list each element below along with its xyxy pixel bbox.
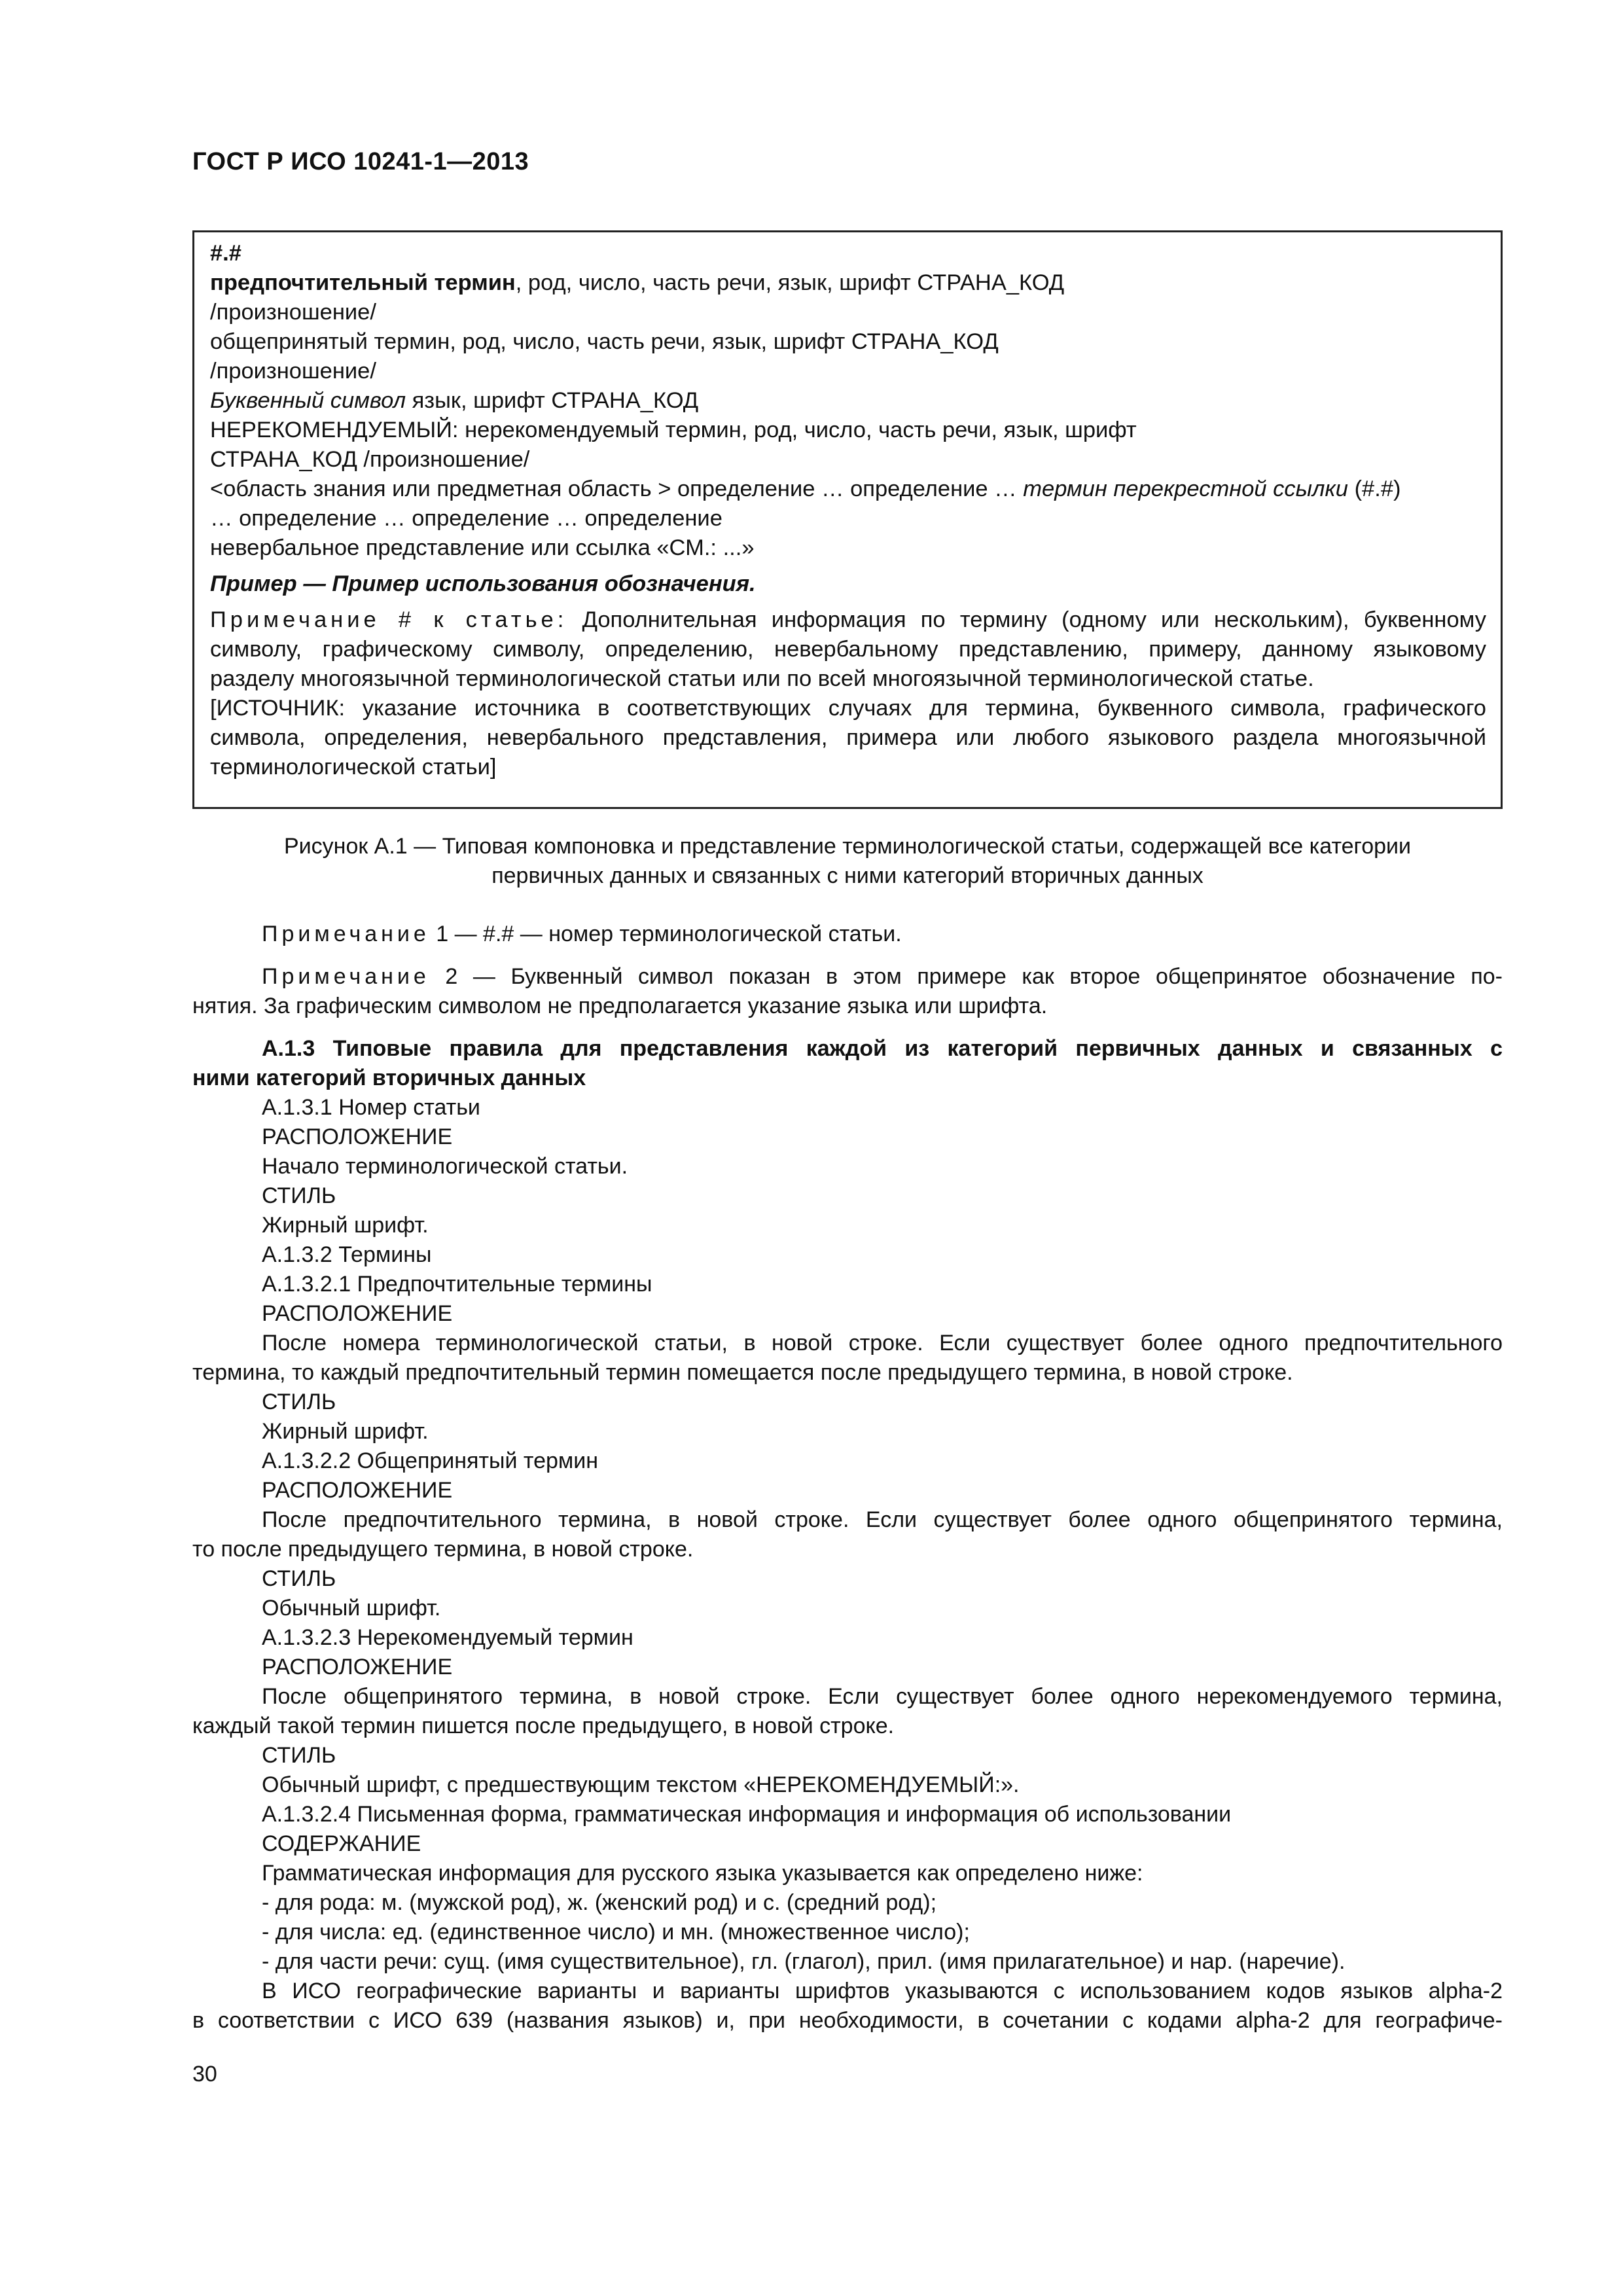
paragraph-line: После номера терминологической статьи, в новой строке. Если существует более одного предпочтительного <box>262 1331 1503 1355</box>
note-2-text: 2 — Буквенный символ показан в этом примере как второе общепринятое обозначение по- <box>429 964 1503 989</box>
text-line: СТИЛЬ <box>262 1566 336 1591</box>
paragraph-line: После предпочтительного термина, в новой строке. Если существует более одного общепринятого термина, <box>262 1507 1503 1532</box>
paragraph-line: После общепринятого термина, в новой строке. Если существует более одного нерекомендуемого термина, <box>262 1684 1503 1709</box>
text-line: А.1.3.2 Термины <box>262 1242 432 1267</box>
paragraph-line: то после предыдущего термина, в новой строке. <box>192 1537 694 1562</box>
symbol-line <box>210 386 1486 416</box>
text-line: СОДЕРЖАНИЕ <box>262 1831 421 1856</box>
definition-line-1 <box>210 475 1486 504</box>
nonverbal-line: невербальное представление или ссылка «СМ.: ...» <box>210 535 755 560</box>
section-heading-line-1: А.1.3 Типовые правила для представления каждой из категорий первичных данных и связанных с <box>262 1036 1503 1061</box>
source-line-3: терминологической статьи] <box>210 755 497 780</box>
text-line: Обычный шрифт. <box>262 1596 441 1621</box>
paragraph-line: каждый такой термин пишется после предыдущего, в новой строке. <box>192 1713 895 1738</box>
text-line: А.1.3.2.2 Общепринятый термин <box>262 1448 599 1473</box>
text-line: Жирный шрифт. <box>262 1419 429 1444</box>
text-line: Жирный шрифт. <box>262 1213 429 1238</box>
body-text <box>192 920 1503 2036</box>
preferred-term: предпочтительный термин <box>210 270 516 295</box>
source-line-1: [ИСТОЧНИК: указание источника в соответствующих случаях для термина, буквенного символа, графического <box>210 696 1486 721</box>
preferred-term-details: , род, число, часть речи, язык, шрифт СТРАНА_КОД <box>515 270 1065 295</box>
symbol-details: язык, шрифт СТРАНА_КОД <box>406 388 699 413</box>
note-2-line-2: нятия. За графическим символом не предполагается указание языка или шрифта. <box>192 994 1048 1018</box>
definition-text: <область знания или предметная область > определение … определение … <box>210 476 1024 501</box>
list-item: - для числа: ед. (единственное число) и мн. (множественное число); <box>262 1920 970 1945</box>
list-item: - для рода: м. (мужской род), ж. (женский род) и с. (средний род); <box>262 1890 937 1915</box>
document-header: ГОСТ Р ИСО 10241-1—2013 <box>192 148 529 175</box>
caption-line-2: первичных данных и связанных с ними категорий вторичных данных <box>491 863 1204 888</box>
definition-line-2: … определение … определение … определение <box>210 506 722 531</box>
paragraph-line: В ИСО географические варианты и варианты шрифтов указываются с использованием кодов языков alpha-2 <box>262 1979 1503 2003</box>
text-line: РАСПОЛОЖЕНИЕ <box>262 1478 453 1503</box>
text-line: РАСПОЛОЖЕНИЕ <box>262 1655 453 1679</box>
text-line: РАСПОЛОЖЕНИЕ <box>262 1124 453 1149</box>
pronunciation-2: /произношение/ <box>210 359 376 384</box>
terminology-entry-box <box>192 230 1503 809</box>
note-text-1: Дополнительная информация по термину (одному или нескольким), буквенному <box>582 607 1486 632</box>
cross-reference-term: термин перекрестной ссылки <box>1023 476 1348 501</box>
text-line: СТИЛЬ <box>262 1183 336 1208</box>
example-line: Пример — Пример использования обозначения. <box>210 571 756 596</box>
note-1 <box>192 920 1503 949</box>
deprecated-line-2: СТРАНА_КОД /произношение/ <box>210 447 530 472</box>
note-line-2: символу, графическому символу, определению, невербальному представлению, примеру, данному языковому <box>210 637 1486 662</box>
section-heading-line-2: ними категорий вторичных данных <box>192 1066 586 1090</box>
admitted-term-line: общепринятый термин, род, число, часть речи, язык, шрифт СТРАНА_КОД <box>210 329 999 354</box>
paragraph-line: в соответствии с ИСО 639 (названия языков) и, при необходимости, в сочетании с кодами alpha-2 для географиче- <box>192 2008 1503 2033</box>
note-line-1 <box>210 605 1486 635</box>
paragraph-line: термина, то каждый предпочтительный термин помещается после предыдущего термина, в новой строке. <box>192 1360 1293 1385</box>
note-1-label: Примечание <box>262 922 430 946</box>
entry-number: #.# <box>210 241 241 266</box>
deprecated-line-1: НЕРЕКОМЕНДУЕМЫЙ: нерекомендуемый термин, род, число, часть речи, язык, шрифт <box>210 418 1137 442</box>
text-line: А.1.3.2.3 Нерекомендуемый термин <box>262 1625 633 1650</box>
list-item: - для части речи: сущ. (имя существительное), гл. (глагол), прил. (имя прилагательное) и нар. (наречие). <box>262 1949 1346 1974</box>
text-line: Грамматическая информация для русского языка указывается как определено ниже: <box>262 1861 1143 1886</box>
symbol-label: Буквенный символ <box>210 388 406 413</box>
note-2-label: Примечание <box>262 964 430 989</box>
cross-reference-number: (#.#) <box>1347 476 1401 501</box>
note-line-3: разделу многоязычной терминологической статьи или по всей многоязычной терминологической статье. <box>210 666 1314 691</box>
text-line: А.1.3.2.1 Предпочтительные термины <box>262 1272 652 1297</box>
text-line: Обычный шрифт, с предшествующим текстом «НЕРЕКОМЕНДУЕМЫЙ:». <box>262 1772 1020 1797</box>
pronunciation-1: /произношение/ <box>210 300 376 325</box>
text-line: Начало терминологической статьи. <box>262 1154 628 1179</box>
text-line: СТИЛЬ <box>262 1390 336 1414</box>
figure-caption <box>192 832 1503 891</box>
source-line-2: символа, определения, невербального представления, примера или любого языкового раздела многоязычной <box>210 725 1486 750</box>
note-2-line-1 <box>192 962 1503 992</box>
text-line: СТИЛЬ <box>262 1743 336 1768</box>
text-line: А.1.3.2.4 Письменная форма, грамматическая информация и информация об использовании <box>262 1802 1232 1827</box>
text-line: РАСПОЛОЖЕНИЕ <box>262 1301 453 1326</box>
preferred-term-line <box>210 268 1486 298</box>
page-number: 30 <box>192 2062 217 2087</box>
note-1-text: 1 — #.# — номер терминологической статьи. <box>429 922 902 946</box>
text-line: А.1.3.1 Номер статьи <box>262 1095 480 1120</box>
caption-line-1: Рисунок А.1 — Типовая компоновка и представление терминологической статьи, содержащей все категории <box>284 834 1411 859</box>
note-label: Примечание # к статье: <box>210 607 568 632</box>
